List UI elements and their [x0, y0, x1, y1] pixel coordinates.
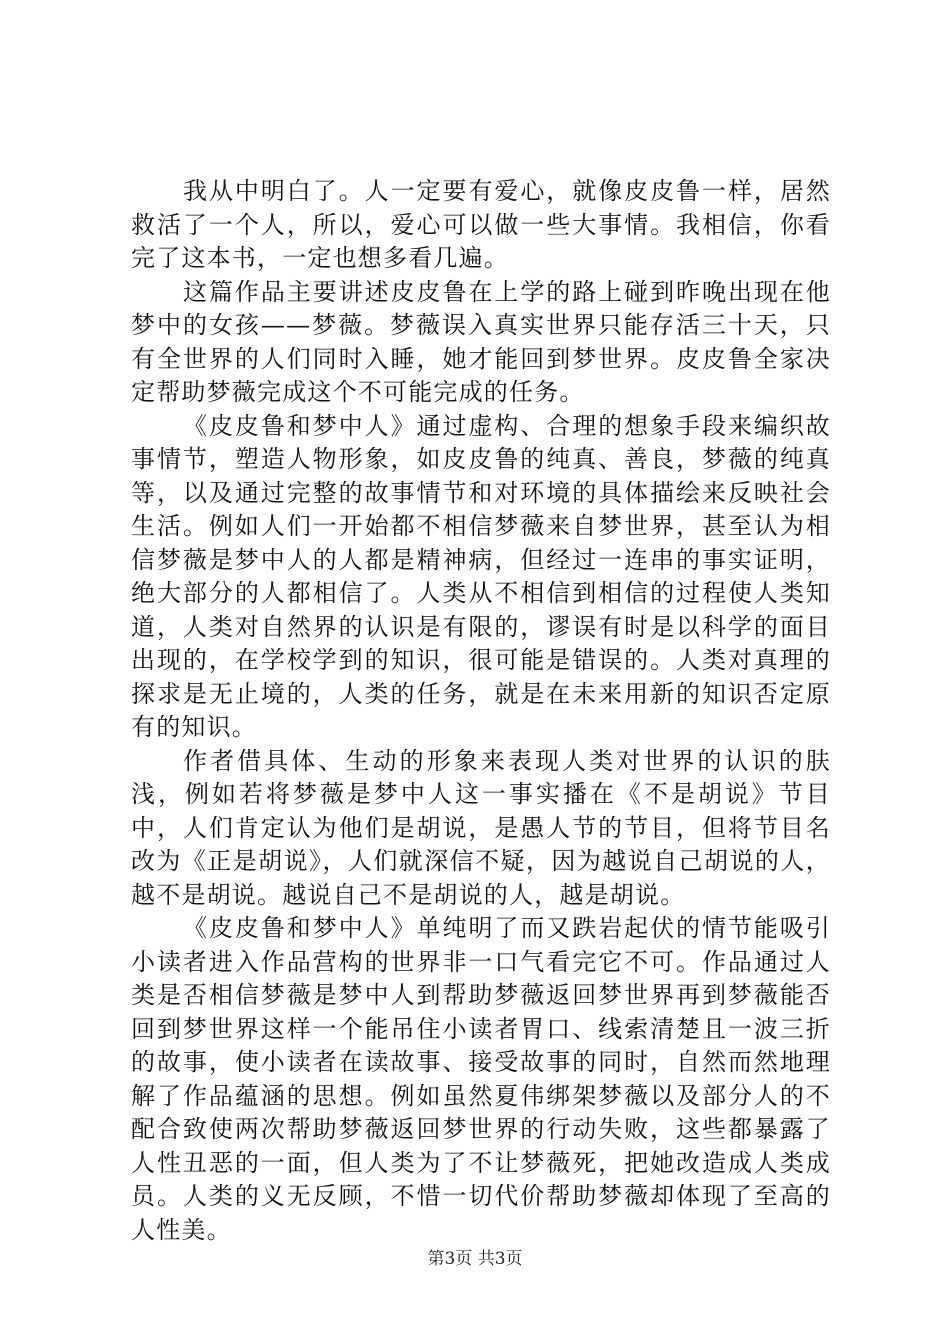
document-body	[131, 175, 831, 1247]
page-number-footer: 第3页 共3页	[427, 1249, 523, 1269]
paragraph: 《皮皮鲁和梦中人》单纯明了而又跌岩起伏的情节能吸引小读者进入作品营构的世界非一口气看完它不可。作品通过人类是否相信梦薇是梦中人到帮助梦薇返回梦世界再到梦薇能否回到梦世界这样一个能吊住小读者胃口、线索清楚且一波三折的故事，使小读者在读故事、接受故事的同时，自然而然地理解了作品蕴涵的思想。例如虽然夏伟绑架梦薇以及部分人的不配合致使两次帮助梦薇返回梦世界的行动失败，这些都暴露了人性丑恶的一面，但人类为了不让梦薇死，把她改造成人类成员。人类的义无反顾，不惜一切代价帮助梦薇却体现了至高的人性美。	[131, 914, 831, 1244]
paragraph: 《皮皮鲁和梦中人》通过虚构、合理的想象手段来编织故事情节，塑造人物形象，如皮皮鲁的纯真、善良，梦薇的纯真等，以及通过完整的故事情节和对环境的具体描绘来反映社会生活。例如人们一开始都不相信梦薇来自梦世界，甚至认为相信梦薇是梦中人的人都是精神病，但经过一连串的事实证明，绝大部分的人都相信了。人类从不相信到相信的过程使人类知道，人类对自然界的认识是有限的，谬误有时是以科学的面目出现的，在学校学到的知识，很可能是错误的。人类对真理的探求是无止境的，人类的任务，就是在未来用新的知识否定原有的知识。	[131, 411, 831, 741]
paragraph: 我从中明白了。人一定要有爱心，就像皮皮鲁一样，居然救活了一个人，所以，爱心可以做一些大事情。我相信，你看完了这本书，一定也想多看几遍。	[131, 177, 831, 272]
paragraph: 这篇作品主要讲述皮皮鲁在上学的路上碰到昨晚出现在他梦中的女孩——梦薇。梦薇误入真实世界只能存活三十天，只有全世界的人们同时入睡，她才能回到梦世界。皮皮鲁全家决定帮助梦薇完成这个不可能完成的任务。	[131, 277, 831, 406]
paragraph: 作者借具体、生动的形象来表现人类对世界的认识的肤浅，例如若将梦薇是梦中人这一事实播在《不是胡说》节目中，人们肯定认为他们是胡说，是愚人节的节目，但将节目名改为《正是胡说》，人们就深信不疑，因为越说自己胡说的人，越不是胡说。越说自己不是胡说的人，越是胡说。	[131, 746, 831, 909]
